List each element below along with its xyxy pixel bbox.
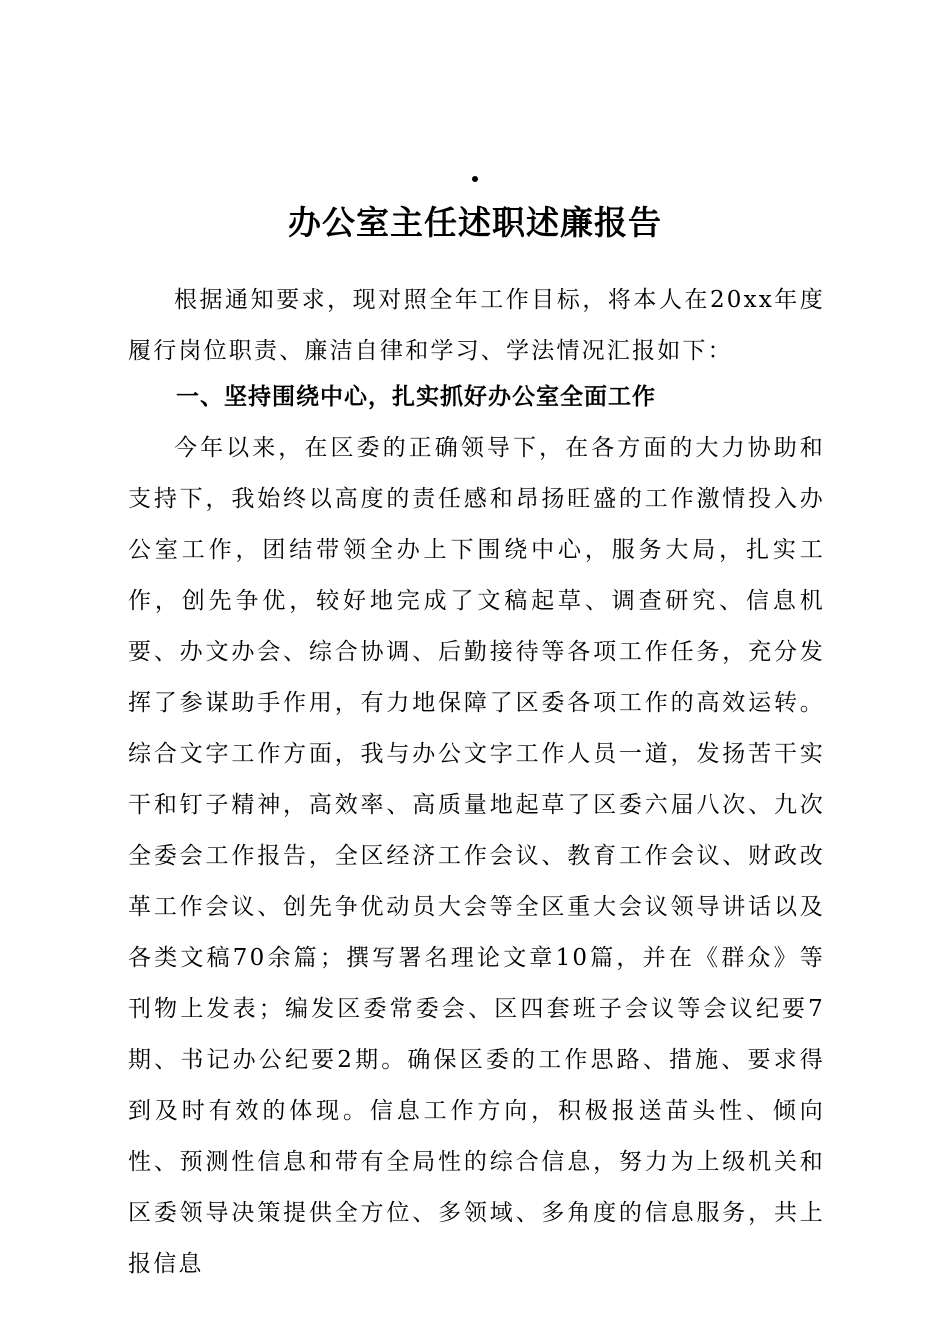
section-body-paragraph: 今年以来，在区委的正确领导下，在各方面的大力协助和支持下，我始终以高度的责任感和昂扬旺盛的工作激情投入办公室工作，团结带领全办上下围绕中心，服务大局，扎实工作，创先争优，较好地完成了文稿起草、调查研究、信息机要、办文办会、综合协调、后勤接待等各项工作任务，充分发挥了参谋助手作用，有力地保障了区委各项工作的高效运转。综合文字工作方面，我与办公文字工作人员一道，发扬苦干实干和钉子精神，高效率、高质量地起草了区委六届八次、九次全委会工作报告，全区经济工作会议、教育工作会议、财政改革工作会议、创先争优动员大会等全区重大会议领导讲话以及各类文稿70余篇；撰写署名理论文章10篇，并在《群众》等刊物上发表；编发区委常委会、区四套班子会议等会议纪要7期、书记办公纪要2期。确保区委的工作思路、措施、要求得到及时有效的体现。信息工作方向，积极报送苗头性、倾向性、预测性信息和带有全局性的综合信息，努力为上级机关和区委领导决策提供全方位、多领域、多角度的信息服务，共上报信息 <box>128 435 825 1277</box>
section-heading: 一、坚持围绕中心，扎实抓好办公室全面工作 <box>176 384 656 410</box>
page-marker-dot <box>472 176 478 182</box>
document-title: 办公室主任述职述廉报告 <box>288 203 662 242</box>
intro-paragraph: 根据通知要求，现对照全年工作目标，将本人在20xx年度履行岗位职责、廉洁自律和学习、学法情况汇报如下： <box>128 287 825 364</box>
